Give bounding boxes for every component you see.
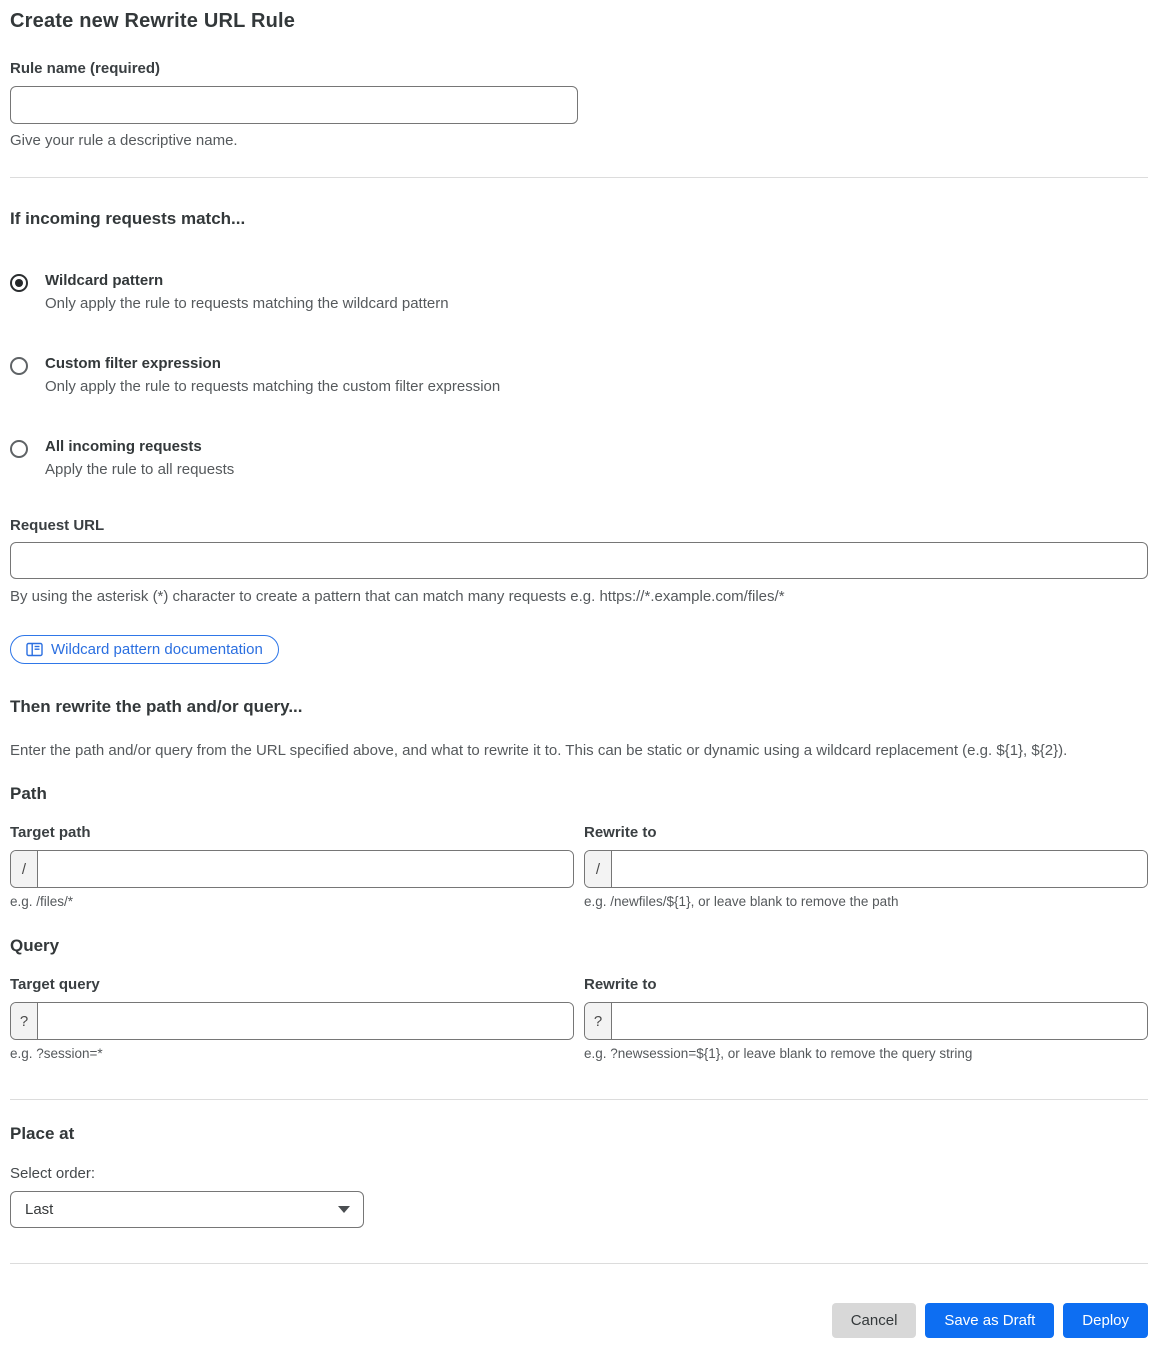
request-url-input[interactable] [10, 542, 1148, 579]
select-order-value: Last [25, 1201, 54, 1218]
divider [10, 177, 1148, 178]
path-rewrite-input-group [584, 850, 1148, 888]
footer-actions [10, 1303, 1148, 1338]
target-query-input[interactable] [38, 1003, 573, 1039]
target-path-label: Target path [10, 824, 91, 841]
query-labels-row [10, 976, 1148, 993]
radio-description: Only apply the rule to requests matching the custom filter expression [45, 378, 501, 395]
query-inputs-row [10, 1002, 1148, 1040]
deploy-button[interactable]: Deploy [1063, 1303, 1148, 1338]
query-prefix-addon: ? [11, 1003, 38, 1039]
request-url-helper: By using the asterisk (*) character to create a pattern that can match many requests e.g. https://*.example.com/files/* [10, 588, 785, 605]
wildcard-docs-button-label: Wildcard pattern documentation [51, 641, 263, 658]
path-labels-row [10, 824, 1148, 841]
radio-label: Custom filter expression [45, 355, 221, 372]
query-rewrite-input-group [584, 1002, 1148, 1040]
target-path-input-group [10, 850, 574, 888]
target-path-helper: e.g. /files/* [10, 894, 74, 909]
place-at-heading: Place at [10, 1124, 75, 1143]
wildcard-docs-button[interactable] [10, 635, 279, 664]
query-rewrite-helper: e.g. ?newsession=${1}, or leave blank to remove the query string [584, 1046, 973, 1061]
path-prefix-addon: / [585, 851, 612, 887]
page-title: Create new Rewrite URL Rule [10, 10, 296, 32]
path-rewrite-input[interactable] [612, 851, 1147, 887]
book-open-icon [26, 642, 43, 657]
match-section-heading: If incoming requests match... [10, 209, 246, 228]
request-url-label: Request URL [10, 517, 105, 534]
target-query-input-group [10, 1002, 574, 1040]
select-order-label: Select order: [10, 1165, 96, 1182]
radio-description: Only apply the rule to requests matching the wildcard pattern [45, 295, 449, 312]
target-query-label: Target query [10, 976, 100, 993]
query-rewrite-input[interactable] [612, 1003, 1147, 1039]
query-rewrite-to-label: Rewrite to [584, 976, 657, 993]
chevron-down-icon [338, 1206, 350, 1213]
target-path-input[interactable] [38, 851, 573, 887]
radio-button-wildcard-pattern[interactable] [10, 274, 28, 292]
rule-name-helper: Give your rule a descriptive name. [10, 132, 238, 149]
match-options-group [10, 272, 1148, 478]
query-prefix-addon: ? [585, 1003, 612, 1039]
save-as-draft-button[interactable]: Save as Draft [925, 1303, 1054, 1338]
path-heading: Path [10, 784, 47, 803]
path-helpers-row [10, 894, 1148, 909]
radio-label: Wildcard pattern [45, 272, 164, 289]
path-rewrite-helper: e.g. /newfiles/${1}, or leave blank to remove the path [584, 894, 899, 909]
rewrite-section-heading: Then rewrite the path and/or query... [10, 697, 303, 716]
divider [10, 1263, 1148, 1264]
cancel-button[interactable]: Cancel [832, 1303, 917, 1338]
divider [10, 1099, 1148, 1100]
radio-option-custom-filter-expression[interactable] [10, 355, 1148, 395]
radio-description: Apply the rule to all requests [45, 461, 235, 478]
radio-button-all-incoming-requests[interactable] [10, 440, 28, 458]
query-helpers-row [10, 1046, 1148, 1061]
target-query-helper: e.g. ?session=* [10, 1046, 103, 1061]
path-inputs-row [10, 850, 1148, 888]
radio-option-all-incoming-requests[interactable] [10, 438, 1148, 478]
radio-button-custom-filter-expression[interactable] [10, 357, 28, 375]
radio-option-wildcard-pattern[interactable] [10, 272, 1148, 312]
path-prefix-addon: / [11, 851, 38, 887]
select-order-dropdown[interactable] [10, 1191, 364, 1228]
rewrite-section-description: Enter the path and/or query from the URL specified above, and what to rewrite it to. This can be static or dynamic using a wildcard replacement (e.g. ${1}, ${2}). [10, 742, 1068, 759]
query-heading: Query [10, 936, 60, 955]
rule-name-label: Rule name (required) [10, 60, 161, 77]
radio-label: All incoming requests [45, 438, 202, 455]
rule-name-input[interactable] [10, 86, 578, 124]
path-rewrite-to-label: Rewrite to [584, 824, 657, 841]
